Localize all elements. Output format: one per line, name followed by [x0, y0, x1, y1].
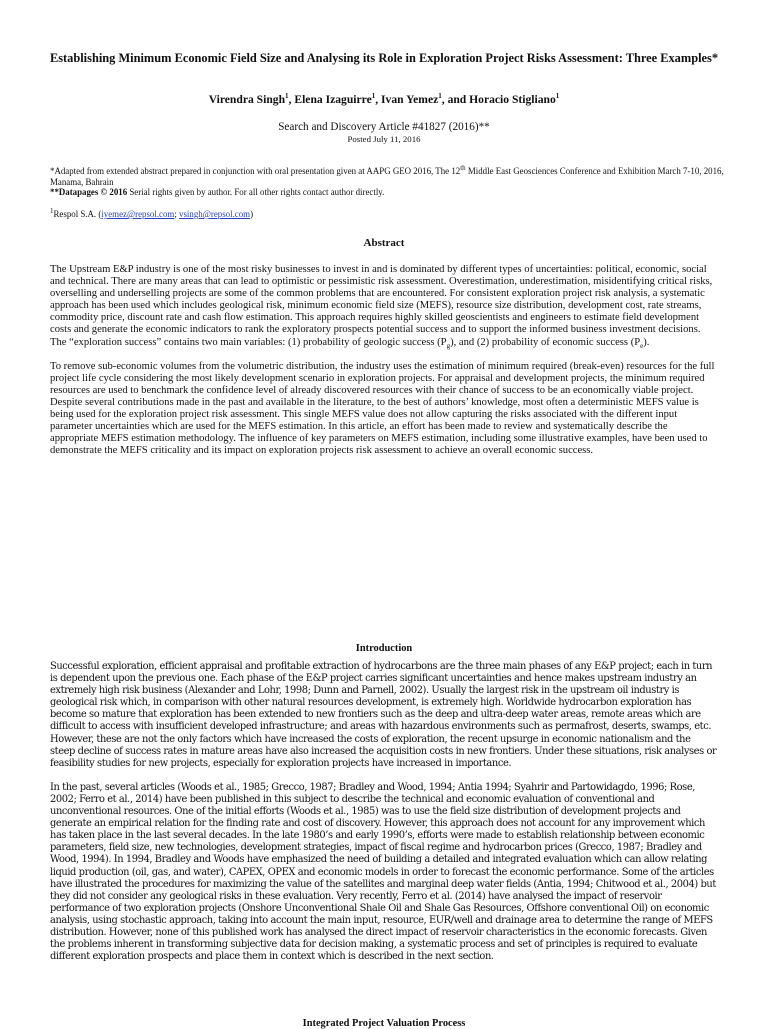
intro-paragraph: In the past, several articles (Woods et al., 1985; Grecco, 1987; Bradley and Wood, 1994; Antia 1994; Syahrir and Partowidagdo, 1996; Rose, 2002; Ferro et al., 2014) have been published in this subject to describe the technical and economic evaluation of conventional and unconventional resources. One of the initial efforts (Woods et al., 1985) was to use the field size distribution of development projects and generate an empirical relation for the finding rate and cost of discovery. However, this approach does not account for any improvement which has taken place in the last several decades. In the late 1980’s and early 1990’s, efforts were made to establish relationship between economic parameters, field size, new technologies, development strategies, impact of fiscal regime and hydrocarbon prices (Grecco, 1987; Bradley and Wood, 1994). In 1994, Bradley and Woods have emphasized the need of building a detailed and integrated evaluation which can allow relating liquid production (oil, gas, and water), CAPEX, OPEX and economic models in order to forecast the economic performance. Some of the articles have illustrated the procedures for maximizing the value of the satellites and marginal deep water fields (Antia, 1994; Chitwood et al., 2004) but they did not consider any geological risks in these evaluation. Very recently, Ferro et al. (2014) have analysed the impact of reservoir performance of two exploration projects (Onshore Unconventional Shale Oil and Shale Gas Resources, Offshore conventional Oil) on economic analysis, using stochastic approach, taking into account the main input, resource, EUR/well and drainage area to determine the range of MEFS distribution. However, none of this published work has analysed the direct impact of reservoir characteristics in the economic forecasts. Given the problems inherent in transforming subjective data for decision making, a systematic process and set of principles is required to evaluate different exploration prospects and place them in context which is described in the next section.	[50, 781, 716, 963]
introduction-body	[50, 661, 718, 975]
abstract-paragraph: To remove sub-economic volumes from the volumetric distribution, the industry uses the estimation of minimum required (break-even) resources for the full project life cycle considering the most likely development scenario in exploration projects. For appraisal and development projects, the minimum required resources are used to benchmark the confidence level of already discovered resources with their chance of success to be an economically viable project. Despite several contributions made in the past and available in the literature, to the best of authors’ knowledge, most often a deterministic MEFS value is being used for the exploration project risk assessment. This single MEFS value does not allow capturing the risks associated with the different input parameter uncertainties which are used for the MEFS estimation. In this article, an effort has been made to review and systematically describe the appropriate MEFS estimation methodology. The influence of key parameters on MEFS estimation, including some illustrative examples, have been used to demonstrate the MEFS criticality and its impact on exploration projects risk assessment to achieve an overall economic success.	[50, 360, 715, 457]
datapages-note: **Datapages © 2016 Serial rights given by author. For all other rights contact author directly.	[50, 187, 385, 197]
abstract-paragraph: The Upstream E&P industry is one of the most risky businesses to invest in and is dominated by different types of uncertainties: political, economic, social and technical. There are many areas that can lead to optimistic or pessimistic risk assessment. Overestimation, underestimation, misidentifying critical risks, overselling and underselling projects are some of the common problems that are encountered. For consistent exploration project risk analysis, a systematic approach has been used which includes geological risk, minimum economic field size (MEFS), resource size distribution, development cost, rate streams, commodity price, discount rate and cash flow estimation. This approach requires highly skilled geoscientists and engineers to estimate field development costs and generate the economic indicators to rank the exploratory prospects potential success and to support the informed business investment decisions. The “exploration success” contains two main variables: (1) probability of geologic success $(P_g)$, and (2) probability of economic success $(P_e)$.	[50, 264, 713, 350]
author-name: Ivan Yemez	[381, 93, 439, 106]
author-list: Virendra Singh$^1$, Elena Izaguirre$^1$, Ivan Yemez$^1$, and Horacio Stigliano$^1$	[208, 92, 560, 106]
abstract-heading: Abstract	[363, 237, 405, 249]
intro-paragraph: Successful exploration, efficient appraisal and profitable extraction of hydrocarbons are the three main phases of any E&P project; each in turn is dependent upon the previous one. Each phase of the E&P project carries significant uncertainties and hence makes upstream industry an extremely high risk business (Alexander and Lohr, 1998; Dunn and Parnell, 2002). Usually the largest risk in the upstream oil industry is geological risk which, in comparison with other natural resources development, is extremely high. Worldwide hydrocarbon exploration has become so mature that exploration has been extended to new frontiers such as the deep and ultra-deep water areas, remote areas which are difficult to access with insufficient developed infrastructure; and areas with hazardous environments such as permafrost, deserts, swamps, etc. However, these are not the only factors which have increased the costs of exploration, the recent upsurge in economic nationalism and the steep decline of success rates in mature areas have also increased the acquisition costs in new frontiers. Under these situations, risk analyses or feasibility studies for new projects, especially for exploration projects have increased in importance.	[50, 661, 717, 769]
posted-date: Posted July 11, 2016	[347, 134, 421, 144]
author-affiliation-mark: 1	[438, 92, 442, 101]
email-link-iyemez[interactable]: iyemez@repsol.com	[101, 209, 175, 219]
email-link-vsingh[interactable]: vsingh@repsol.com	[179, 209, 251, 219]
author-affiliation-mark: 1	[555, 92, 560, 101]
author-name: Horacio Stigliano	[469, 93, 556, 106]
adapted-note: *Adapted from extended abstract prepared in conjunction with oral presentation given at AAPG GEO 2016, The 12th Middle East Geosciences Conference and Exhibition March 7-10, 2016, Manama, Bahrain	[50, 164, 724, 187]
abstract-body	[50, 264, 718, 469]
author-affiliation-mark: 1	[285, 92, 289, 101]
introduction-heading: Introduction	[355, 643, 413, 654]
author-affiliation-mark: 1	[371, 92, 376, 101]
author-name: Virendra Singh	[208, 93, 286, 106]
article-number: Search and Discovery Article #41827 (2016)**	[278, 121, 490, 133]
paper-title: Establishing Minimum Economic Field Size and Analysing its Role in Exploration Project Risks Assessment: Three Examples*	[49, 51, 719, 65]
author-name: Elena Izaguirre	[294, 93, 372, 106]
footnotes	[50, 166, 730, 198]
section-heading-integrated-project-valuation: Integrated Project Valuation Process	[302, 1018, 466, 1029]
affiliation: $^1$Respol S.A. (iyemez@repsol.com; vsingh@repsol.com)	[50, 207, 254, 219]
